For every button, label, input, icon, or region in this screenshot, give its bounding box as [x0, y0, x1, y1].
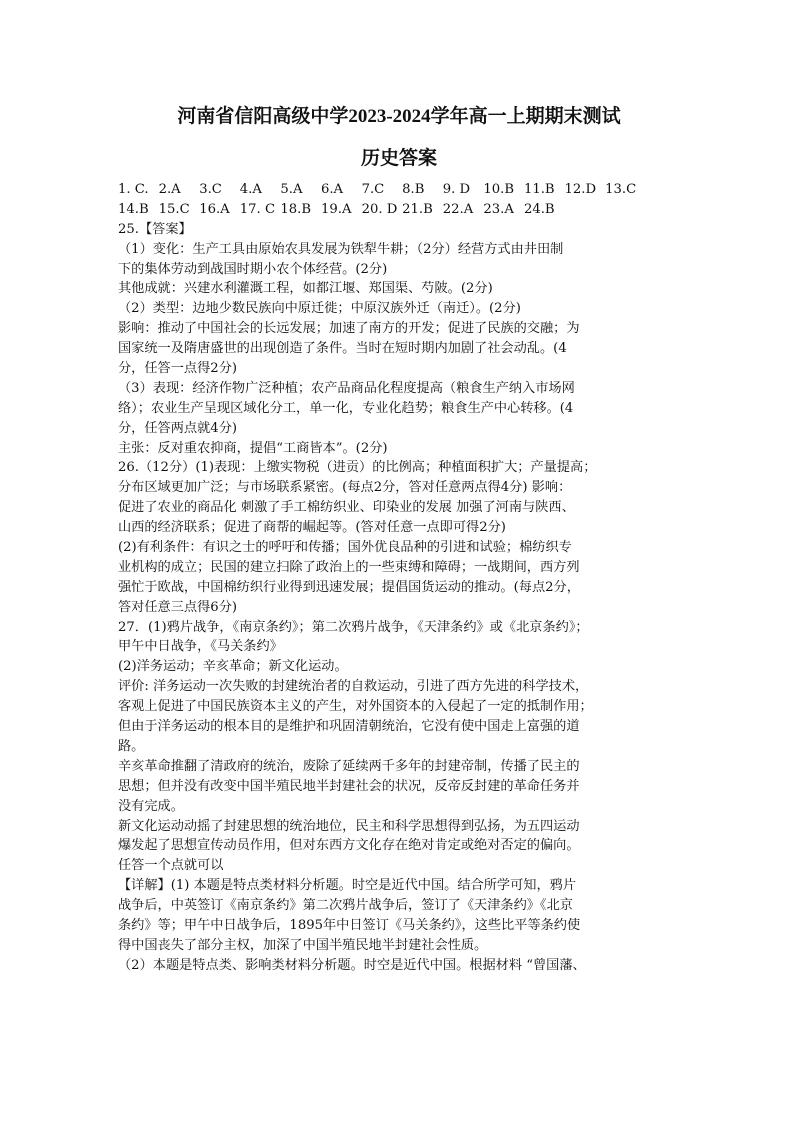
choice-answer: 21.B — [402, 201, 433, 217]
text-line: 26.（12分）(1)表现：上缴实物税（进贡）的比例高；种植面积扩大；产量提高； — [118, 460, 597, 476]
text-line: 分，任答一点得2分) — [118, 361, 238, 377]
choice-answer-row — [118, 200, 680, 220]
text-line: 条约》等；甲午中日战争后，1895年中日签订《马关条约》，这些比平等条约使 — [118, 917, 581, 933]
text-line: 新文化运动动摇了封建思想的统治地位，民主和科学思想得到弘扬，为五四运动 — [118, 818, 580, 834]
choice-answer: 6.A — [320, 182, 344, 197]
text-line: 甲午中日战争，《马关条约》 — [118, 639, 283, 655]
text-line: 络）；农业生产呈现区域化分工，单一化，专业化趋势；粮食生产中心转移。(4 — [118, 400, 574, 416]
choice-answer: 11.B — [523, 182, 555, 197]
text-line: 分，任答两点就4分) — [118, 420, 238, 436]
text-line: 25.【答案】 — [118, 221, 192, 237]
choice-answer: 10.B — [483, 182, 515, 197]
choice-answer: 8.B — [402, 182, 425, 197]
text-line: 评价: 洋务运动一次失败的封建统治者的自救运动，引进了西方先进的科学技术， — [118, 679, 589, 695]
text-line: 辛亥革命推翻了清政府的统治，废除了延续两千多年的封建帝制，传播了民主的 — [118, 758, 580, 774]
text-line: (2)洋务运动；辛亥革命；新文化运动。 — [118, 659, 348, 675]
choice-answer: 9. D — [442, 182, 471, 197]
text-line: 任答一个点就可以 — [118, 858, 224, 874]
text-line: 其他成就：兴建水利灌溉工程，如都江堰、郑国渠、芍陂。(2分) — [118, 281, 493, 297]
choice-answer-row — [118, 180, 680, 200]
text-line: 业机构的成立；民国的建立扫除了政治上的一些束缚和障碍；一战期间，西方列 — [118, 559, 580, 575]
choice-answer: 22.A — [442, 201, 474, 217]
choice-answer: 5.A — [280, 182, 303, 197]
choice-answer: 23.A — [483, 201, 514, 217]
text-line: 思想；但并没有改变中国半殖民地半封建社会的状况，反帝反封建的革命任务并 — [118, 778, 580, 794]
choice-answer: 18.B — [280, 201, 312, 217]
choice-answer: 4.A — [239, 182, 262, 197]
text-line: 强忙于欧战，中国棉纺织行业得到迅速发展；提倡国货运动的推动。(每点2分， — [118, 579, 580, 595]
text-line: （2）类型：边地少数民族向中原迁徙；中原汉族外迁（南迁）。(2分) — [118, 301, 521, 317]
choice-answers — [118, 180, 680, 220]
text-line: 【详解】(1) 本题是特点类材料分析题。时空是近代中国。结合所学可知，鸦片 — [118, 878, 577, 894]
text-line: 答对任意三点得6分) — [118, 599, 238, 615]
choice-answer: 3.C — [199, 182, 222, 197]
text-line: 影响：推动了中国社会的长远发展；加速了南方的开发；促进了民族的交融；为 — [118, 321, 580, 337]
page-subtitle: 历史答案 — [360, 148, 437, 169]
choice-answer: 17. C — [239, 201, 276, 217]
choice-answer: 20. D — [361, 201, 398, 217]
choice-answer: 13.C — [605, 182, 637, 197]
text-line: 分布区域更加广泛；与市场联系紧密。(每点2分，答对任意两点得4分) 影响： — [118, 480, 572, 496]
choice-answer: 16.A — [199, 201, 230, 217]
text-line: (2)有利条件：有识之士的呼吁和传播；国外优良品种的引进和试验；棉纺织专 — [118, 540, 572, 556]
text-line: 但由于洋务运动的根本目的是维护和巩固清朝统治，它没有使中国走上富强的道 — [118, 719, 580, 735]
answer-sheet — [118, 100, 680, 976]
text-line: 爆发起了思想宣传动员作用，但对东西方文化存在绝对肯定或绝对否定的偏向。 — [118, 838, 580, 854]
choice-answer: 12.D — [564, 182, 597, 197]
choice-answer: 14.B — [118, 201, 149, 217]
text-line: 27．(1)鸦片战争，《南京条约》；第二次鸦片战争，《天津条约》或《北京条约》； — [118, 619, 589, 635]
text-line: 山西的经济联系；促进了商帮的崛起等。(答对任意一点即可得2分) — [118, 520, 506, 536]
choice-answer: 1. C. — [118, 182, 149, 197]
text-line: （3）表现：经济作物广泛种植；农产品商品化程度提高（粮食生产纳入市场网 — [118, 380, 575, 396]
text-line: 得中国丧失了部分主权，加深了中国半殖民地半封建社会性质。 — [118, 937, 488, 953]
choice-answer: 19.A — [320, 201, 352, 217]
choice-answer: 24.B — [523, 201, 555, 217]
page-title: 河南省信阳高级中学2023-2024学年高一上期期末测试 — [177, 106, 621, 127]
text-line: 促进了农业的商品化 刺激了手工棉纺织业、印染业的发展 加强了河南与陕西、 — [118, 500, 575, 516]
text-line: 主张：反对重农抑商，提倡“工商皆本”。(2分) — [118, 440, 388, 456]
choice-answer: 2.A — [158, 182, 181, 197]
text-line: 客观上促进了中国民族资本主义的产生，对外国资本的入侵起了一定的抵制作用； — [118, 699, 593, 715]
text-line: （1）变化：生产工具由原始农具发展为铁犁牛耕；（2分）经营方式由井田制 — [118, 241, 564, 257]
text-line: 国家统一及隋唐盛世的出现创造了条件。当时在短时期内加剧了社会动乱。(4 — [118, 341, 567, 357]
text-line: 战争后，中英签订《南京条约》第二次鸦片战争后，签订了《天津条约》《北京 — [118, 898, 573, 914]
choice-answer: 15.C — [158, 201, 190, 217]
answer-body — [118, 180, 680, 976]
answer-text — [118, 220, 680, 976]
text-line: 下的集体劳动到战国时期小农个体经营。(2分) — [118, 261, 388, 277]
text-line: 没有完成。 — [118, 798, 184, 814]
text-line: 路。 — [118, 738, 145, 754]
text-line: （2）本题是特点类、影响类材料分析题。时空是近代中国。根据材料 “曾国藩、 — [118, 957, 586, 973]
choice-answer: 7.C — [361, 182, 385, 197]
